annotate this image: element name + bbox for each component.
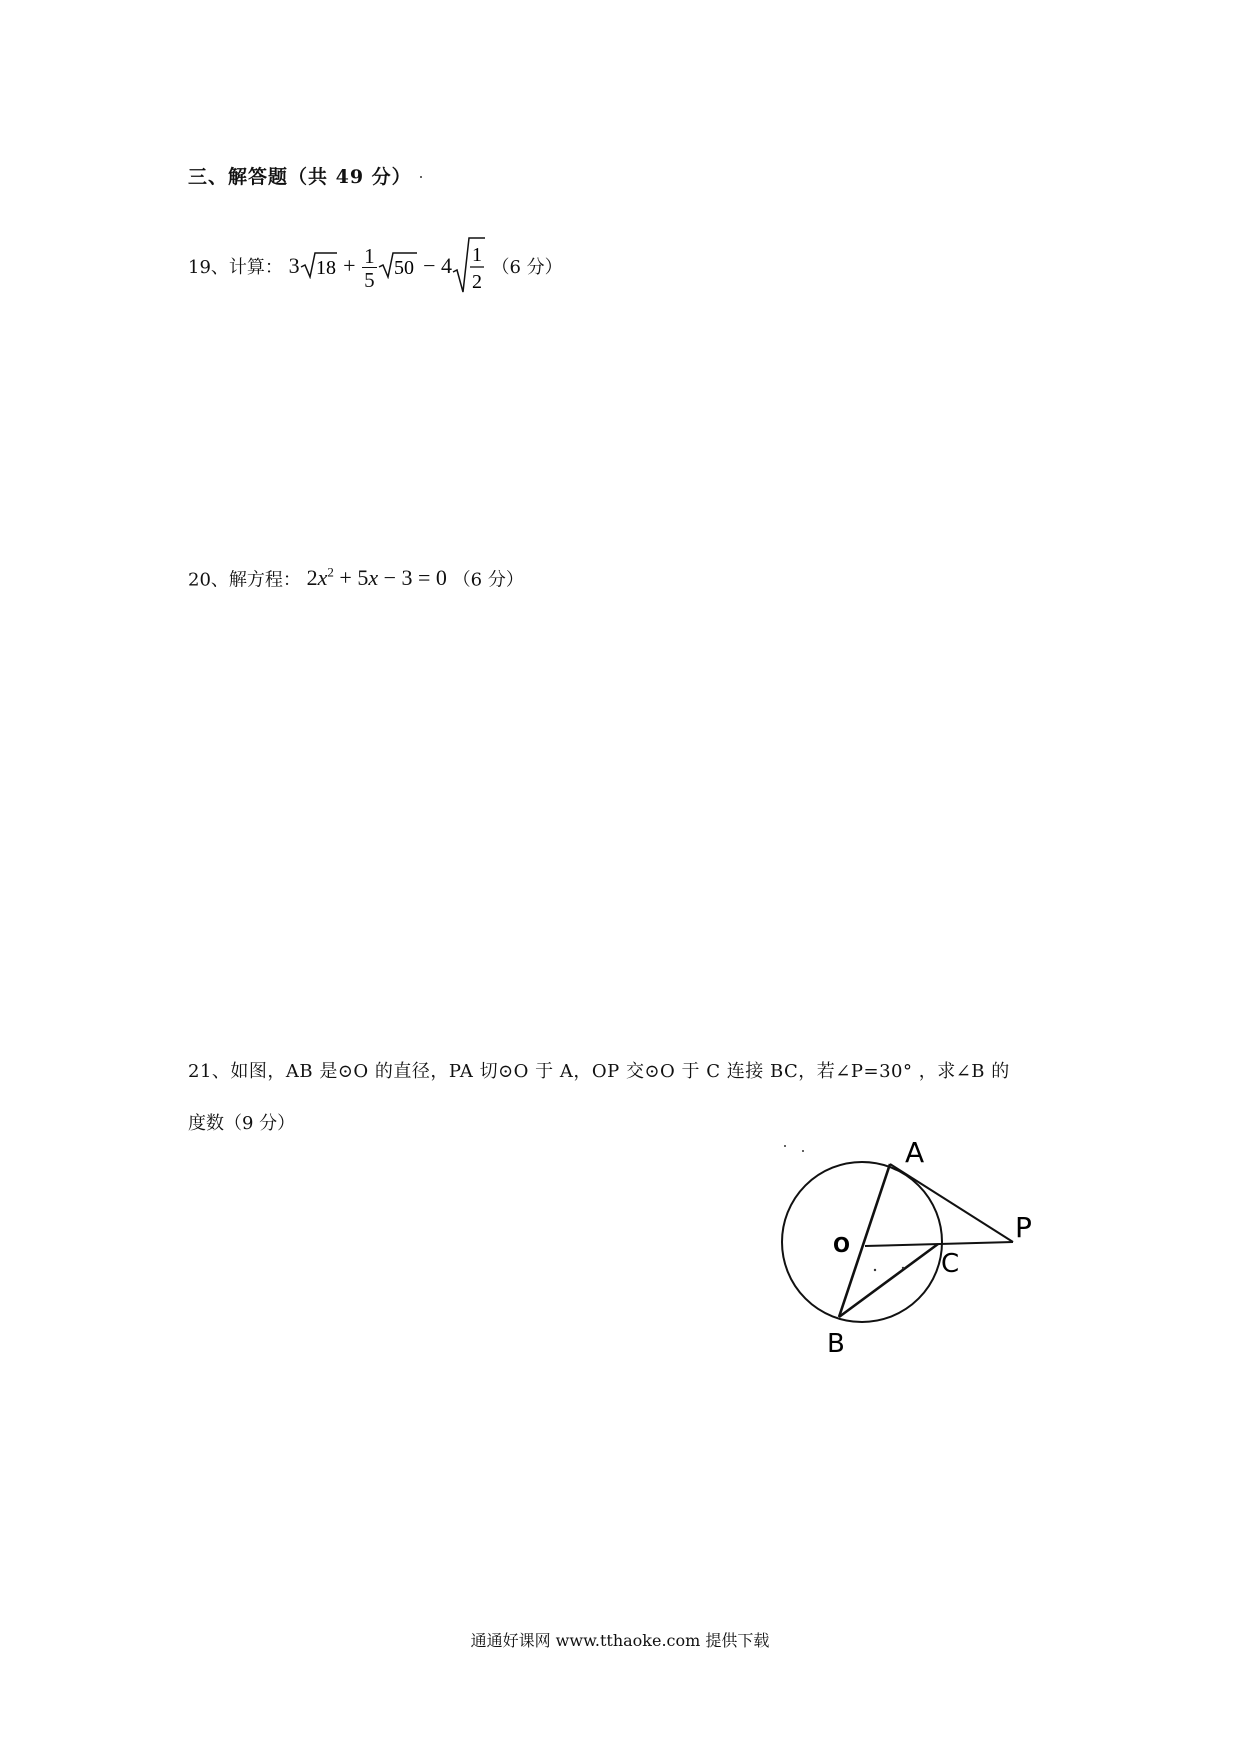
label-p: P <box>1015 1211 1032 1244</box>
circle-o <box>782 1162 942 1322</box>
footer-text: 通通好课网 www.tthaoke.com 提供下载 <box>470 1631 770 1650</box>
question-19-score: （6 分） <box>491 257 563 279</box>
radicand-50: 50 <box>393 257 414 279</box>
fraction-numerator: 1 <box>364 243 375 268</box>
radicand-18: 18 <box>315 257 336 279</box>
label-c: C <box>941 1249 960 1279</box>
section-title: 三、解答题（共 49 分） <box>188 166 412 188</box>
question-19-expression <box>288 243 492 293</box>
question-20-prefix: 20、解方程： <box>188 569 301 591</box>
label-b: B <box>827 1329 845 1359</box>
question-20-score: （6 分） <box>452 569 524 591</box>
coef-1: 3 <box>288 253 300 279</box>
chord-bc <box>839 1244 938 1317</box>
question-19-prefix: 19、计算： <box>188 257 283 279</box>
question-20-equation: $2x^2 + 5x - 3 = 0$ <box>306 565 447 591</box>
radicand-numerator: 1 <box>471 244 482 266</box>
label-a: A <box>905 1136 925 1169</box>
radical-half <box>452 236 486 300</box>
question-21-line-1: 21、如图，AB 是⊙O 的直径，PA 切⊙O 于 A，OP 交⊙O 于 C 连接 BC，若∠P=30° ，求∠B 的 <box>188 1061 1010 1082</box>
line-op <box>865 1242 1013 1246</box>
label-o: O <box>833 1233 851 1257</box>
radical-50 <box>378 251 418 285</box>
fraction-one-fifth <box>362 243 377 292</box>
coef-4: 4 <box>440 253 452 279</box>
fraction-denominator: 5 <box>364 267 375 292</box>
circle-tangent-figure <box>775 1130 1075 1364</box>
question-19 <box>188 236 563 300</box>
radical-18 <box>300 251 338 285</box>
plus-sign: + <box>343 253 356 279</box>
question-21-line-2: 度数（9 分） <box>188 1113 296 1134</box>
question-20 <box>188 565 524 591</box>
minus-sign: − <box>423 253 436 279</box>
radicand-denominator: 2 <box>471 271 482 293</box>
tangent-pa <box>890 1164 1013 1242</box>
